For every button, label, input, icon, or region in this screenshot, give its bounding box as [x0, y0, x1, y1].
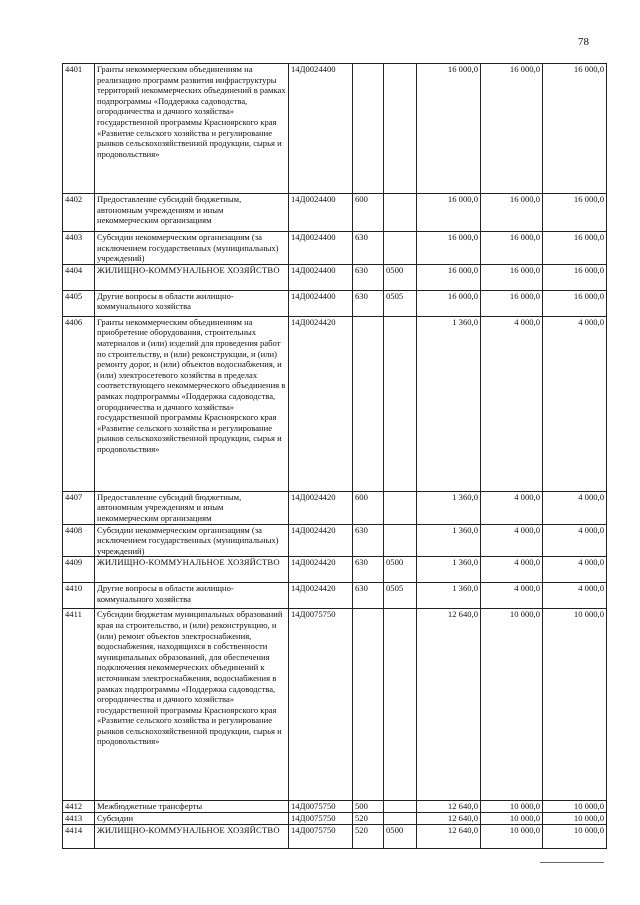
row-amount-3: 10 000,0	[543, 813, 607, 825]
row-name: Другие вопросы в области жилищно-коммунального хозяйства	[95, 290, 289, 316]
table-row	[63, 264, 607, 290]
row-amount-3: 10 000,0	[543, 825, 607, 849]
row-target-code: 14Д0024400	[289, 290, 353, 316]
row-expense-type: 520	[353, 825, 384, 849]
row-section-code	[384, 813, 417, 825]
row-name: Субсидии бюджетам муниципальных образований края на строительство, и (или) реконструкцию, и (или) ремонт объектов электроснабжения, водоснабжения, находящихся в собственности муниципальных образований, для обеспечения подключения некоммерческих объединений к источникам электроснабжения, водоснабжения в рамках подпрограммы «Поддержка садоводства, огородничества и дачного хозяйства» государственной программы Красноярского края «Развитие сельского хозяйства и регулирование рынков сельскохозяйственной продукции, сырья и продовольствия»	[95, 609, 289, 801]
row-name: Предоставление субсидий бюджетным, автономным учреждениям и иным некоммерческим организациям	[95, 491, 289, 524]
table-row	[63, 232, 607, 265]
row-amount-2: 16 000,0	[481, 64, 543, 194]
row-amount-1: 16 000,0	[417, 290, 481, 316]
row-amount-2: 10 000,0	[481, 609, 543, 801]
row-expense-type	[353, 64, 384, 194]
row-number: 4414	[63, 825, 95, 849]
row-amount-2: 16 000,0	[481, 290, 543, 316]
row-number: 4410	[63, 583, 95, 609]
budget-table	[62, 63, 607, 849]
row-section-code	[384, 64, 417, 194]
table-row	[63, 583, 607, 609]
table-row	[63, 316, 607, 491]
page-number: 78	[578, 36, 589, 48]
row-amount-3: 10 000,0	[543, 609, 607, 801]
row-name: ЖИЛИЩНО-КОММУНАЛЬНОЕ ХОЗЯЙСТВО	[95, 557, 289, 583]
row-section-code	[384, 316, 417, 491]
row-amount-1: 12 640,0	[417, 801, 481, 813]
row-target-code: 14Д0024420	[289, 316, 353, 491]
row-section-code	[384, 801, 417, 813]
row-amount-1: 12 640,0	[417, 813, 481, 825]
row-amount-2: 16 000,0	[481, 264, 543, 290]
row-section-code	[384, 194, 417, 232]
row-expense-type: 600	[353, 491, 384, 524]
row-amount-2: 10 000,0	[481, 825, 543, 849]
row-section-code: 0500	[384, 264, 417, 290]
row-expense-type: 630	[353, 290, 384, 316]
row-section-code	[384, 609, 417, 801]
row-amount-3: 4 000,0	[543, 557, 607, 583]
footer-line	[540, 862, 604, 863]
row-amount-3: 4 000,0	[543, 583, 607, 609]
row-amount-2: 10 000,0	[481, 801, 543, 813]
row-amount-2: 4 000,0	[481, 524, 543, 557]
row-expense-type: 600	[353, 194, 384, 232]
row-amount-3: 16 000,0	[543, 194, 607, 232]
row-amount-3: 10 000,0	[543, 801, 607, 813]
row-number: 4408	[63, 524, 95, 557]
row-amount-3: 16 000,0	[543, 232, 607, 265]
row-target-code: 14Д0024420	[289, 583, 353, 609]
row-amount-2: 16 000,0	[481, 194, 543, 232]
row-section-code	[384, 491, 417, 524]
row-amount-2: 4 000,0	[481, 316, 543, 491]
row-name: Межбюджетные трансферты	[95, 801, 289, 813]
row-target-code: 14Д0075750	[289, 825, 353, 849]
row-amount-1: 16 000,0	[417, 232, 481, 265]
row-name: Гранты некоммерческим объединениям на реализацию программ развития инфраструктуры территорий некоммерческих объединений в рамках подпрограммы «Поддержка садоводства, огородничества и дачного хозяйства» государственной программы Красноярского края «Развитие сельского хозяйства и регулирование рынков сельскохозяйственной продукции, сырья и продовольствия»	[95, 64, 289, 194]
row-name: Субсидии некоммерческим организациям (за исключением государственных (муниципальных) учреждений)	[95, 232, 289, 265]
row-target-code: 14Д0075750	[289, 813, 353, 825]
row-expense-type: 630	[353, 232, 384, 265]
row-amount-3: 4 000,0	[543, 316, 607, 491]
table-body	[63, 64, 607, 849]
row-name: Субсидии	[95, 813, 289, 825]
row-expense-type: 520	[353, 813, 384, 825]
row-target-code: 14Д0024420	[289, 524, 353, 557]
row-amount-1: 12 640,0	[417, 825, 481, 849]
row-name: Другие вопросы в области жилищно-коммунального хозяйства	[95, 583, 289, 609]
row-section-code	[384, 232, 417, 265]
row-amount-2: 4 000,0	[481, 491, 543, 524]
row-number: 4407	[63, 491, 95, 524]
row-section-code	[384, 524, 417, 557]
row-amount-2: 4 000,0	[481, 583, 543, 609]
table-row	[63, 64, 607, 194]
row-section-code: 0505	[384, 583, 417, 609]
row-name: ЖИЛИЩНО-КОММУНАЛЬНОЕ ХОЗЯЙСТВО	[95, 825, 289, 849]
row-expense-type: 630	[353, 557, 384, 583]
row-target-code: 14Д0075750	[289, 609, 353, 801]
row-amount-1: 16 000,0	[417, 264, 481, 290]
row-amount-1: 1 360,0	[417, 316, 481, 491]
row-section-code: 0500	[384, 557, 417, 583]
row-amount-3: 16 000,0	[543, 290, 607, 316]
row-target-code: 14Д0024400	[289, 264, 353, 290]
row-amount-3: 16 000,0	[543, 64, 607, 194]
row-number: 4405	[63, 290, 95, 316]
row-expense-type	[353, 609, 384, 801]
row-expense-type: 630	[353, 264, 384, 290]
row-section-code: 0500	[384, 825, 417, 849]
row-target-code: 14Д0024420	[289, 491, 353, 524]
row-number: 4402	[63, 194, 95, 232]
table-row	[63, 524, 607, 557]
table-row	[63, 557, 607, 583]
row-section-code: 0505	[384, 290, 417, 316]
row-number: 4406	[63, 316, 95, 491]
table-row	[63, 609, 607, 801]
row-number: 4409	[63, 557, 95, 583]
row-amount-1: 1 360,0	[417, 491, 481, 524]
row-number: 4413	[63, 813, 95, 825]
row-amount-1: 1 360,0	[417, 583, 481, 609]
row-amount-1: 16 000,0	[417, 64, 481, 194]
row-expense-type: 500	[353, 801, 384, 813]
row-target-code: 14Д0024400	[289, 232, 353, 265]
row-expense-type: 630	[353, 583, 384, 609]
row-amount-2: 16 000,0	[481, 232, 543, 265]
table-row	[63, 491, 607, 524]
row-number: 4411	[63, 609, 95, 801]
row-amount-3: 16 000,0	[543, 264, 607, 290]
row-amount-1: 12 640,0	[417, 609, 481, 801]
row-name: Предоставление субсидий бюджетным, автономным учреждениям и иным некоммерческим организациям	[95, 194, 289, 232]
table-row	[63, 813, 607, 825]
row-amount-3: 4 000,0	[543, 491, 607, 524]
row-amount-1: 1 360,0	[417, 524, 481, 557]
row-name: Гранты некоммерческим объединениям на приобретение оборудования, строительных материалов и (или) изделий для проведения работ по строительству, и (или) реконструкции, и (или) ремонту дорог, и (или) объектов водоснабжения, и (или) электросетевого хозяйства в пределах соответствующего некоммерческого объединения в рамках подпрограммы «Поддержка садоводства, огородничества и дачного хозяйства» государственной программы Красноярского края «Развитие сельского хозяйства и регулирование рынков сельскохозяйственной продукции, сырья и продовольствия»	[95, 316, 289, 491]
row-number: 4404	[63, 264, 95, 290]
row-amount-3: 4 000,0	[543, 524, 607, 557]
row-amount-2: 10 000,0	[481, 813, 543, 825]
table-row	[63, 825, 607, 849]
row-expense-type: 630	[353, 524, 384, 557]
table-row	[63, 194, 607, 232]
row-number: 4403	[63, 232, 95, 265]
table-row	[63, 801, 607, 813]
row-amount-1: 16 000,0	[417, 194, 481, 232]
row-target-code: 14Д0024420	[289, 557, 353, 583]
row-amount-1: 1 360,0	[417, 557, 481, 583]
row-name: Субсидии некоммерческим организациям (за исключением государственных (муниципальных) учреждений)	[95, 524, 289, 557]
row-name: ЖИЛИЩНО-КОММУНАЛЬНОЕ ХОЗЯЙСТВО	[95, 264, 289, 290]
row-expense-type	[353, 316, 384, 491]
row-target-code: 14Д0024400	[289, 194, 353, 232]
row-amount-2: 4 000,0	[481, 557, 543, 583]
row-target-code: 14Д0024400	[289, 64, 353, 194]
row-number: 4401	[63, 64, 95, 194]
row-target-code: 14Д0075750	[289, 801, 353, 813]
row-number: 4412	[63, 801, 95, 813]
table-row	[63, 290, 607, 316]
